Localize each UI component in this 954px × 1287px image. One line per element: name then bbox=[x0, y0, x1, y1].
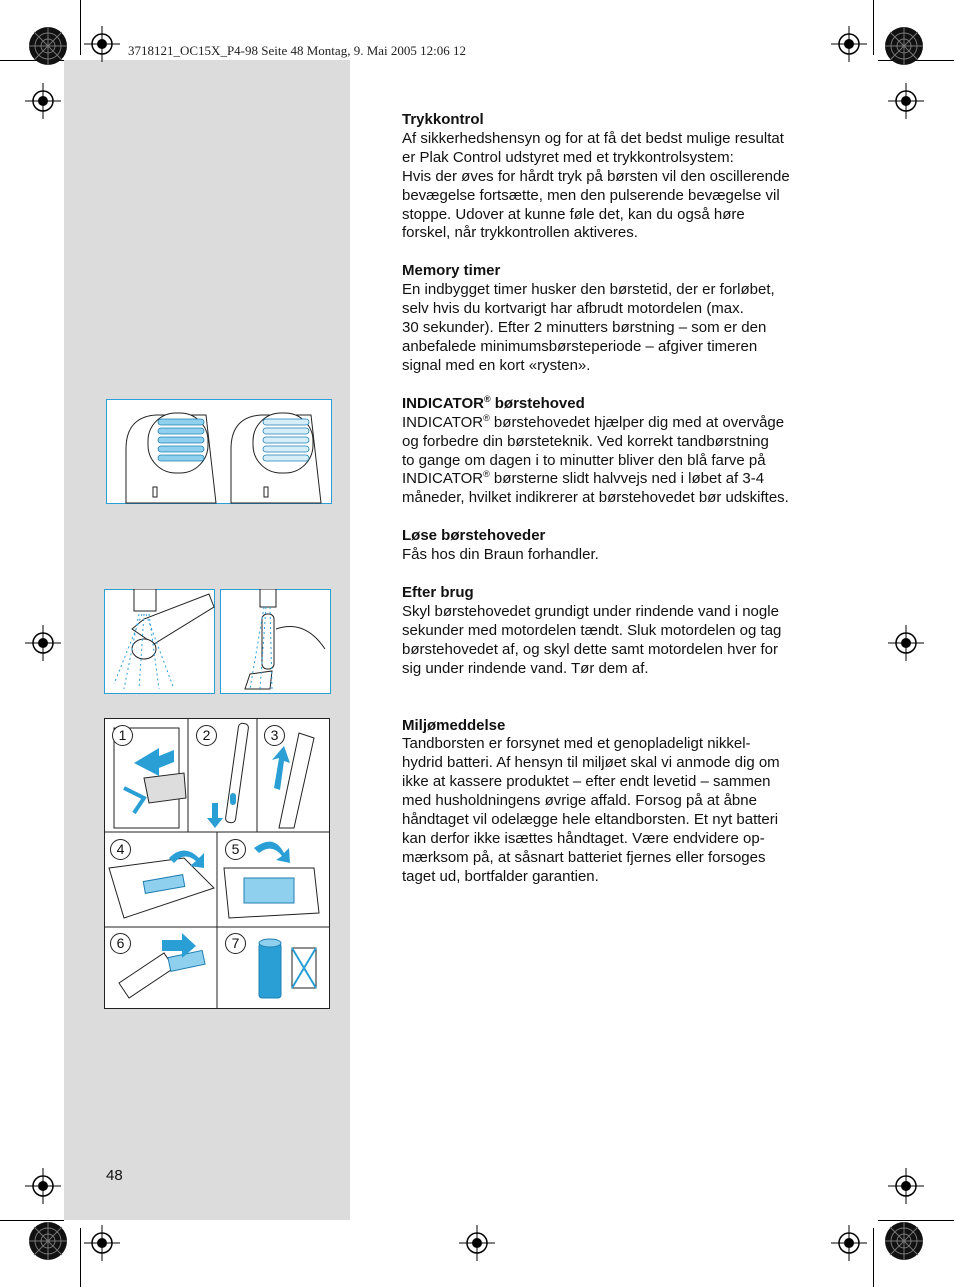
section-heading: Trykkontrol bbox=[402, 111, 484, 128]
registration-mark-icon bbox=[888, 83, 924, 119]
paragraph-line: taget ud, bortfalder garantien. bbox=[402, 867, 599, 885]
paragraph-line bbox=[402, 414, 832, 433]
starburst-mark-icon bbox=[884, 1221, 924, 1261]
section-efter-brug bbox=[402, 584, 832, 679]
paragraph-line: Fås hos din Braun forhandler. bbox=[402, 546, 599, 564]
print-slug: 3718121_OC15X_P4-98 Seite 48 Montag, 9. Mai 2005 12:06 12 bbox=[128, 43, 466, 58]
section-heading: Efter brug bbox=[402, 584, 474, 602]
paragraph-line: måneder, hvilket indikrerer at børstehovedet bør udskiftes. bbox=[402, 489, 789, 507]
indicator-brushheads-figure bbox=[106, 399, 332, 504]
paragraph-line: hydrid batteri. Af hensyn til miljøet skal vi anmode dig om bbox=[402, 754, 780, 772]
paragraph-line: bevægelse fortsætte, men den pulserende bevægelse vil bbox=[402, 186, 780, 204]
starburst-mark-icon bbox=[884, 26, 924, 66]
line-text: børstehovedet hjælper dig med at overvåge bbox=[489, 413, 785, 431]
section-miljomeddelse bbox=[402, 717, 832, 887]
step-number-badge: 7 bbox=[225, 933, 246, 954]
paragraph-line: sekunder med motordelen tændt. Sluk motordelen og tag bbox=[402, 621, 782, 639]
crop-mark bbox=[873, 1228, 874, 1287]
starburst-mark-icon bbox=[28, 1221, 68, 1261]
paragraph-line: er Plak Control udstyret med et trykkontrolsystem: bbox=[402, 148, 734, 166]
paragraph-line: selv hvis du kortvarigt har afbrudt motordelen (max. bbox=[402, 300, 744, 318]
paragraph-line: mærksom på, at såsnart batteriet fjernes eller forsoges bbox=[402, 848, 766, 866]
starburst-mark-icon bbox=[28, 26, 68, 66]
registration-mark-icon bbox=[888, 625, 924, 661]
registration-mark-icon bbox=[25, 83, 61, 119]
registration-mark-icon bbox=[831, 26, 867, 62]
paragraph-line bbox=[402, 470, 832, 489]
heading-brand: INDICATOR bbox=[402, 394, 484, 412]
paragraph-line: signal med en kort «rysten». bbox=[402, 356, 591, 374]
crop-mark bbox=[80, 0, 81, 55]
rinse-figure-1 bbox=[104, 589, 215, 694]
registration-mark-icon bbox=[459, 1225, 495, 1261]
registration-mark-icon bbox=[25, 625, 61, 661]
registration-mark-icon bbox=[84, 26, 120, 62]
paragraph-line: 30 sekunder). Efter 2 minutters børstning – som er den bbox=[402, 319, 767, 337]
brand-text: INDICATOR bbox=[402, 470, 484, 488]
paragraph-line: med husholdningens øvrige affald. Forsog på at åbne bbox=[402, 792, 757, 810]
registration-mark-icon bbox=[888, 1168, 924, 1204]
step-number-badge: 5 bbox=[225, 839, 246, 860]
section-heading: Miljømeddelse bbox=[402, 716, 506, 734]
registration-mark-icon bbox=[84, 1225, 120, 1261]
section-indicator bbox=[402, 395, 832, 508]
heading-rest: børstehoved bbox=[490, 394, 585, 412]
paragraph-line: kan derfor ikke isættes håndtaget. Være endvidere op- bbox=[402, 830, 765, 847]
section-memory-timer bbox=[402, 262, 832, 375]
registration-mark-icon bbox=[25, 1168, 61, 1204]
paragraph-line: sig under rindende vand. Tør dem af. bbox=[402, 659, 649, 677]
section-trykkontrol bbox=[402, 111, 832, 243]
paragraph-line: Hvis der øves for hårdt tryk på børsten vil den oscillerende bbox=[402, 167, 790, 185]
step-number-badge: 1 bbox=[112, 725, 133, 746]
paragraph-line: stoppe. Udover at kunne føle det, kan du også høre bbox=[402, 205, 745, 223]
page-number: 48 bbox=[106, 1167, 123, 1184]
paragraph-line: anbefalede minimumsbørsteperiode – afgiver timeren bbox=[402, 337, 758, 355]
paragraph-line: En indbygget timer husker den børstetid, der er forløbet, bbox=[402, 281, 775, 299]
registered-mark: ® bbox=[483, 412, 490, 423]
crop-mark bbox=[80, 1228, 81, 1287]
paragraph-line: to gange om dagen i to minutter bliver den blå farve på bbox=[402, 451, 766, 469]
step-number-badge: 4 bbox=[110, 839, 131, 860]
paragraph-line: og forbedre din børsteteknik. Ved korrekt tandbørstning bbox=[402, 432, 769, 450]
registered-mark: ® bbox=[483, 393, 491, 404]
section-heading: Memory timer bbox=[402, 262, 501, 280]
section-lose-borstehoveder bbox=[402, 527, 832, 565]
crop-mark bbox=[873, 0, 874, 55]
registered-mark: ® bbox=[483, 469, 490, 480]
brand-text: INDICATOR bbox=[402, 413, 484, 431]
battery-removal-figure bbox=[104, 718, 330, 1009]
paragraph-line: Tandborsten er forsynet med et genopladeligt nikkel- bbox=[402, 735, 751, 753]
step-number-badge: 6 bbox=[110, 933, 131, 954]
main-text-column bbox=[402, 111, 832, 906]
paragraph-line: håndtaget vil odelægge hele eltandborsten. Et nyt batteri bbox=[402, 811, 779, 829]
paragraph-line: Af sikkerhedshensyn og for at få det bedst mulige resultat bbox=[402, 129, 784, 147]
rinse-figure-2 bbox=[220, 589, 331, 694]
paragraph-line: ikke at kassere produktet – efter endt levetid – sammen bbox=[402, 773, 771, 791]
paragraph-line: børstehovedet af, og skyl dette samt motordelen hver for bbox=[402, 640, 779, 658]
step-number-badge: 2 bbox=[196, 725, 217, 746]
registration-mark-icon bbox=[831, 1225, 867, 1261]
paragraph-line: Skyl børstehovedet grundigt under rindende vand i nogle bbox=[402, 602, 779, 620]
section-heading bbox=[402, 395, 832, 414]
section-heading: Løse børstehoveder bbox=[402, 527, 546, 545]
step-number-badge: 3 bbox=[264, 725, 285, 746]
paragraph-line: forskel, når trykkontrollen aktiveres. bbox=[402, 224, 638, 242]
line-text: børsterne slidt halvvejs ned i løbet af 3-4 bbox=[489, 470, 765, 488]
